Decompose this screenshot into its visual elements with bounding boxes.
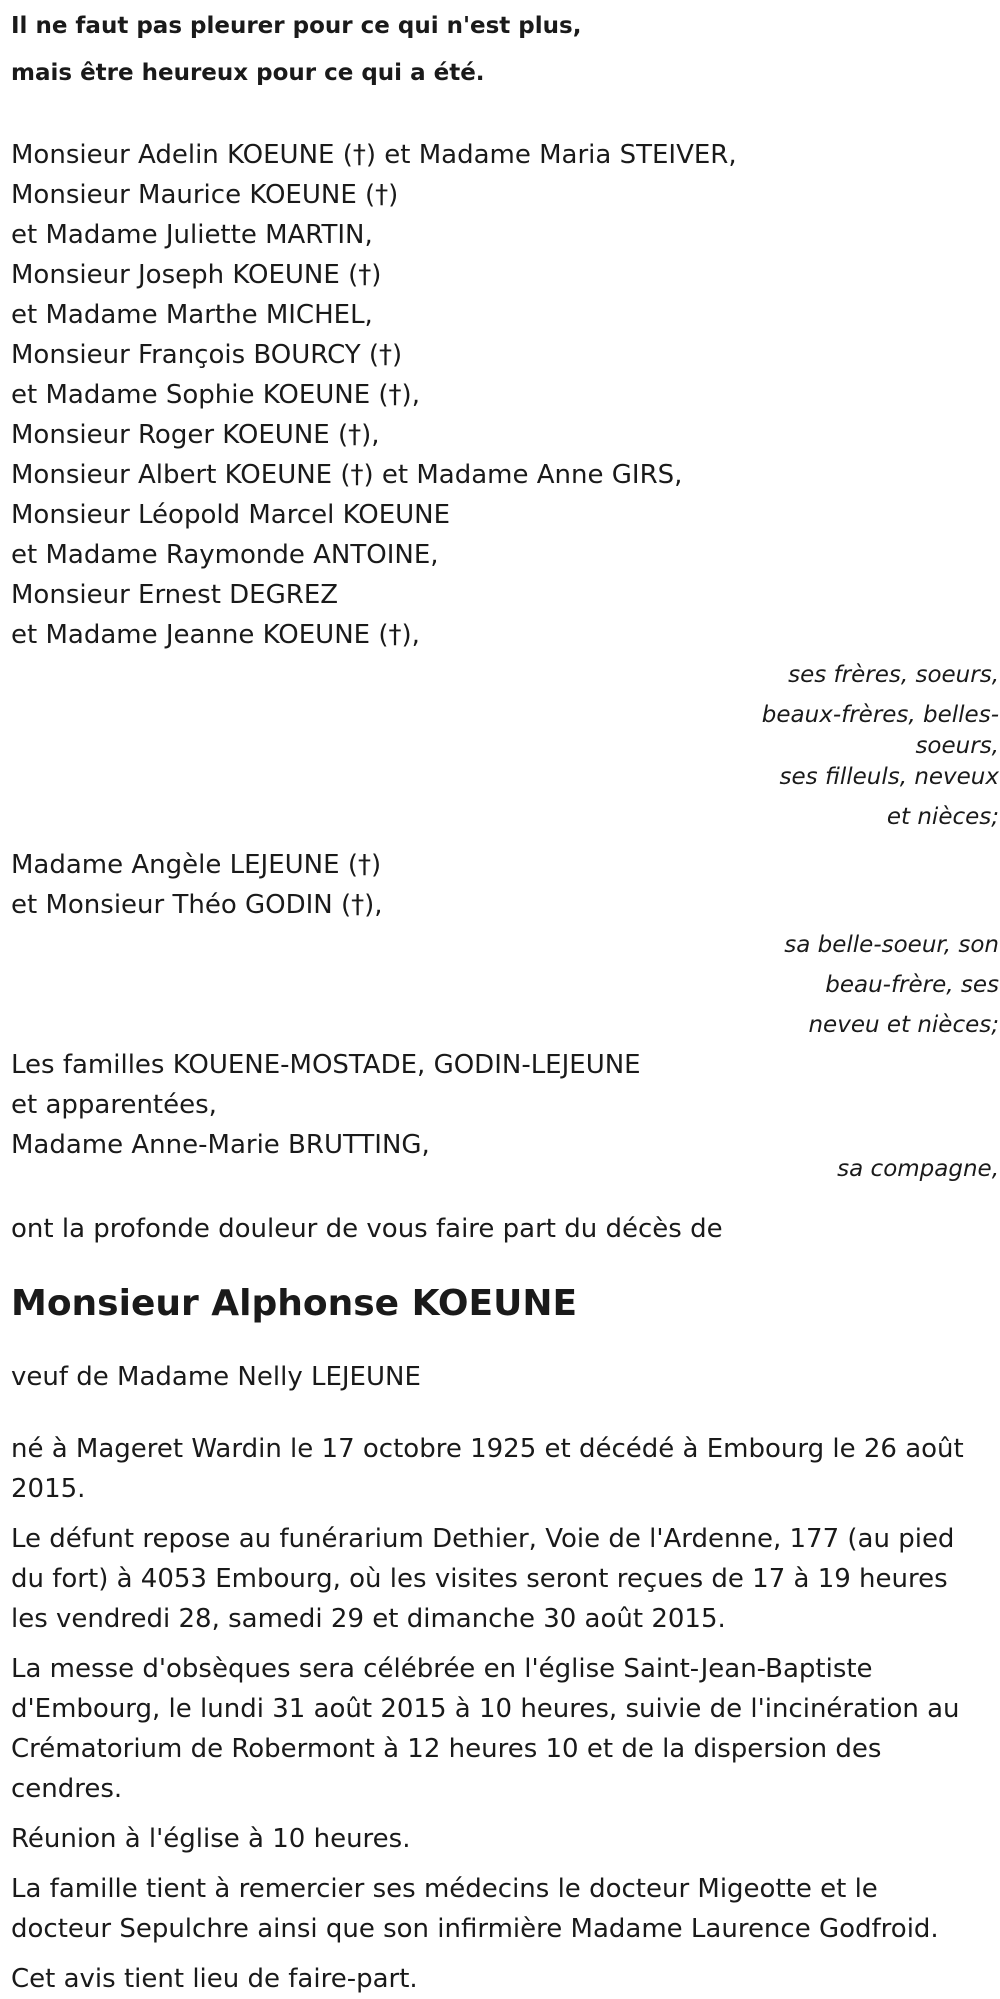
family-member: et Madame Sophie KOEUNE (†), [11, 380, 420, 410]
epigraph [11, 3, 996, 97]
relation-label-in-laws [11, 925, 999, 1045]
announcement-text: ont la profonde douleur de vous faire part du décès de [11, 1214, 723, 1244]
family-member: et Madame Raymonde ANTOINE, [11, 540, 439, 570]
family-member: et Madame Juliette MARTIN, [11, 220, 373, 250]
family-member: et Madame Marthe MICHEL, [11, 300, 373, 330]
funeral-mass-paragraph: La messe d'obsèques sera célébrée en l'église Saint-Jean-Baptiste d'Embourg, le lundi 31 août 2015 à 10 heures, suivie de l'incinération au Crématorium de Robermont à 12 heures 10 et de la dispersion des cendres. [11, 1654, 960, 1804]
family-member: Les familles KOUENE-MOSTADE, GODIN-LEJEUNE [11, 1050, 641, 1080]
family-member: Monsieur Joseph KOEUNE (†) [11, 260, 382, 290]
gathering-paragraph: Réunion à l'église à 10 heures. [11, 1824, 411, 1854]
obituary-notice [11, 0, 999, 1999]
deceased-name: Monsieur Alphonse KOEUNE [11, 1283, 578, 1324]
closing-paragraph: Cet avis tient lieu de faire-part. [11, 1964, 418, 1994]
family-member: Monsieur Maurice KOEUNE (†) [11, 180, 399, 210]
relation-line: et nièces; [886, 804, 999, 830]
relation-label-siblings [11, 655, 999, 757]
relation-line: sa belle-soeur, son [784, 932, 999, 958]
epigraph-line: Il ne faut pas pleurer pour ce qui n'est plus, [11, 13, 582, 39]
relation-label-nephews [11, 757, 999, 837]
family-member: Madame Anne-Marie BRUTTING, [11, 1130, 430, 1160]
family-member: Monsieur Ernest DEGREZ [11, 580, 339, 610]
relation-line: beau-frère, ses [825, 972, 999, 998]
viewing-paragraph: Le défunt repose au funérarium Dethier, Voie de l'Ardenne, 177 (au pied du fort) à 4053 Embourg, où les visites seront reçues de 17 à 19 heures les vendredi 28, samedi 29 et dimanche 30 août 2015. [11, 1524, 955, 1634]
family-group-siblings [11, 135, 999, 837]
family-member: Madame Angèle LEJEUNE (†) [11, 850, 382, 880]
relation-line: sa compagne, [837, 1156, 999, 1182]
relation-line: beaux-frères, belles- [761, 702, 999, 728]
widow-of-text: veuf de Madame Nelly LEJEUNE [11, 1362, 421, 1392]
family-group-relatives [11, 1045, 999, 1189]
birth-death-paragraph: né à Mageret Wardin le 17 octobre 1925 et décédé à Embourg le 26 août 2015. [11, 1434, 964, 1504]
relation-line: ses filleuls, neveux [779, 764, 999, 790]
family-member: et Monsieur Théo GODIN (†), [11, 890, 383, 920]
family-member: Monsieur Adelin KOEUNE (†) et Madame Maria STEIVER, [11, 140, 737, 170]
family-member: Monsieur Roger KOEUNE (†), [11, 420, 380, 450]
family-member: et Madame Jeanne KOEUNE (†), [11, 620, 420, 650]
family-member: Monsieur Albert KOEUNE (†) et Madame Anne GIRS, [11, 460, 683, 490]
family-member: et apparentées, [11, 1090, 217, 1120]
family-member: Monsieur Léopold Marcel KOEUNE [11, 500, 451, 530]
family-group-in-laws [11, 845, 999, 1045]
epigraph-line: mais être heureux pour ce qui a été. [11, 60, 485, 86]
relation-line: soeurs, [915, 733, 999, 759]
relation-line: neveu et nièces; [808, 1012, 999, 1038]
relation-line: ses frères, soeurs, [788, 662, 999, 688]
thanks-paragraph: La famille tient à remercier ses médecins le docteur Migeotte et le docteur Sepulchre ainsi que son infirmière Madame Laurence Godfroid. [11, 1874, 939, 1944]
family-member: Monsieur François BOURCY (†) [11, 340, 403, 370]
